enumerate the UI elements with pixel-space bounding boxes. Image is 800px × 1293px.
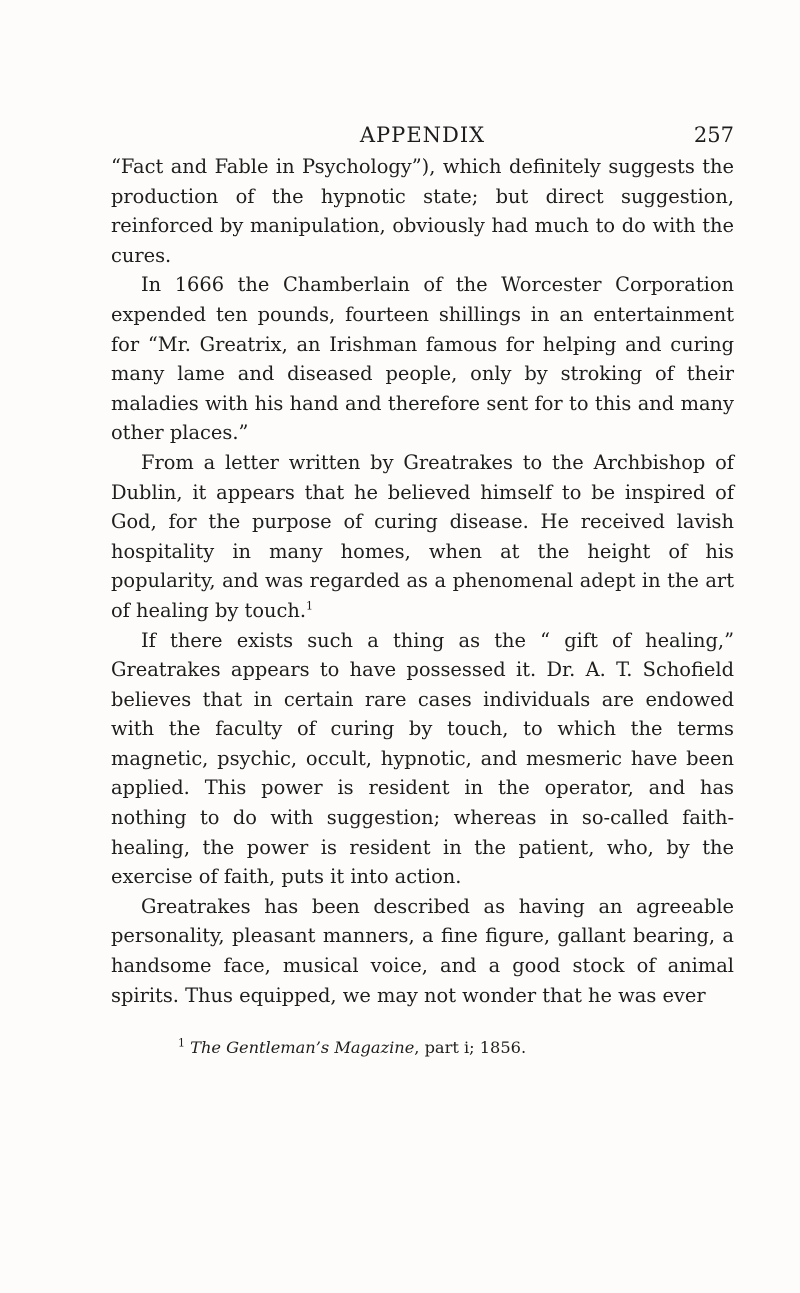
running-title: APPENDIX <box>359 123 486 147</box>
footnote <box>178 1037 738 1059</box>
footnote-source-title: The Gentleman’s Magazine <box>190 1038 415 1057</box>
paragraph-1-text: “Fact and Fable in Psychology”), which definitely suggests the production of the hypnotic state; but direct suggestion, reinforced by manipulation, obviously had much to do with the cures. <box>111 155 734 267</box>
running-head <box>111 120 734 150</box>
paragraph-3-text: From a letter written by Greatrakes to the Archbishop of Dublin, it appears that he believed himself to be inspired of God, for the purpose of curing disease. He received lavish hospitality in many homes, when at the height of his popularity, and was regarded as a phenomenal adept in the art of healing by touch. <box>111 450 734 622</box>
paragraph-5-text: Greatrakes has been described as having an agreeable personality, pleasant manners, a fine figure, gallant bearing, a handsome face, musical voice, and a good stock of animal spirits. Thus equipped, we may not wonder that he was ever <box>111 894 734 1007</box>
paragraph-3 <box>111 448 734 626</box>
paragraph-4-text: If there exists such a thing as the “ gift of healing,” Greatrakes appears to have possessed it. Dr. A. T. Schofield believes that in certain rare cases individuals are endowed with the faculty of curing by touch, to which the terms magnetic, psychic, occult, hypnotic, and mesmeric have been applied. This power is resident in the operator, and has nothing to do with suggestion; whereas in so-called faith-healing, the power is resident in the patient, who, by the exercise of faith, puts it into action. <box>111 628 734 889</box>
footnote-marker: 1 <box>178 1036 185 1050</box>
paragraph-5 <box>111 892 734 1010</box>
paragraph-1 <box>111 152 734 270</box>
page-number: 257 <box>693 123 734 147</box>
paragraph-2-text: In 1666 the Chamberlain of the Worcester Corporation expended ten pounds, fourteen shillings in an entertainment for “Mr. Greatrix, an Irishman famous for helping and curing many lame and diseased people, only by stroking of their maladies with his hand and therefore sent for to this and many other places.” <box>111 273 734 445</box>
footnote-source-details: , part i; 1856. <box>414 1038 527 1057</box>
body-text <box>111 152 734 1010</box>
paragraph-4 <box>111 626 734 892</box>
footnote-reference: 1 <box>306 599 314 613</box>
paragraph-2 <box>111 270 734 448</box>
